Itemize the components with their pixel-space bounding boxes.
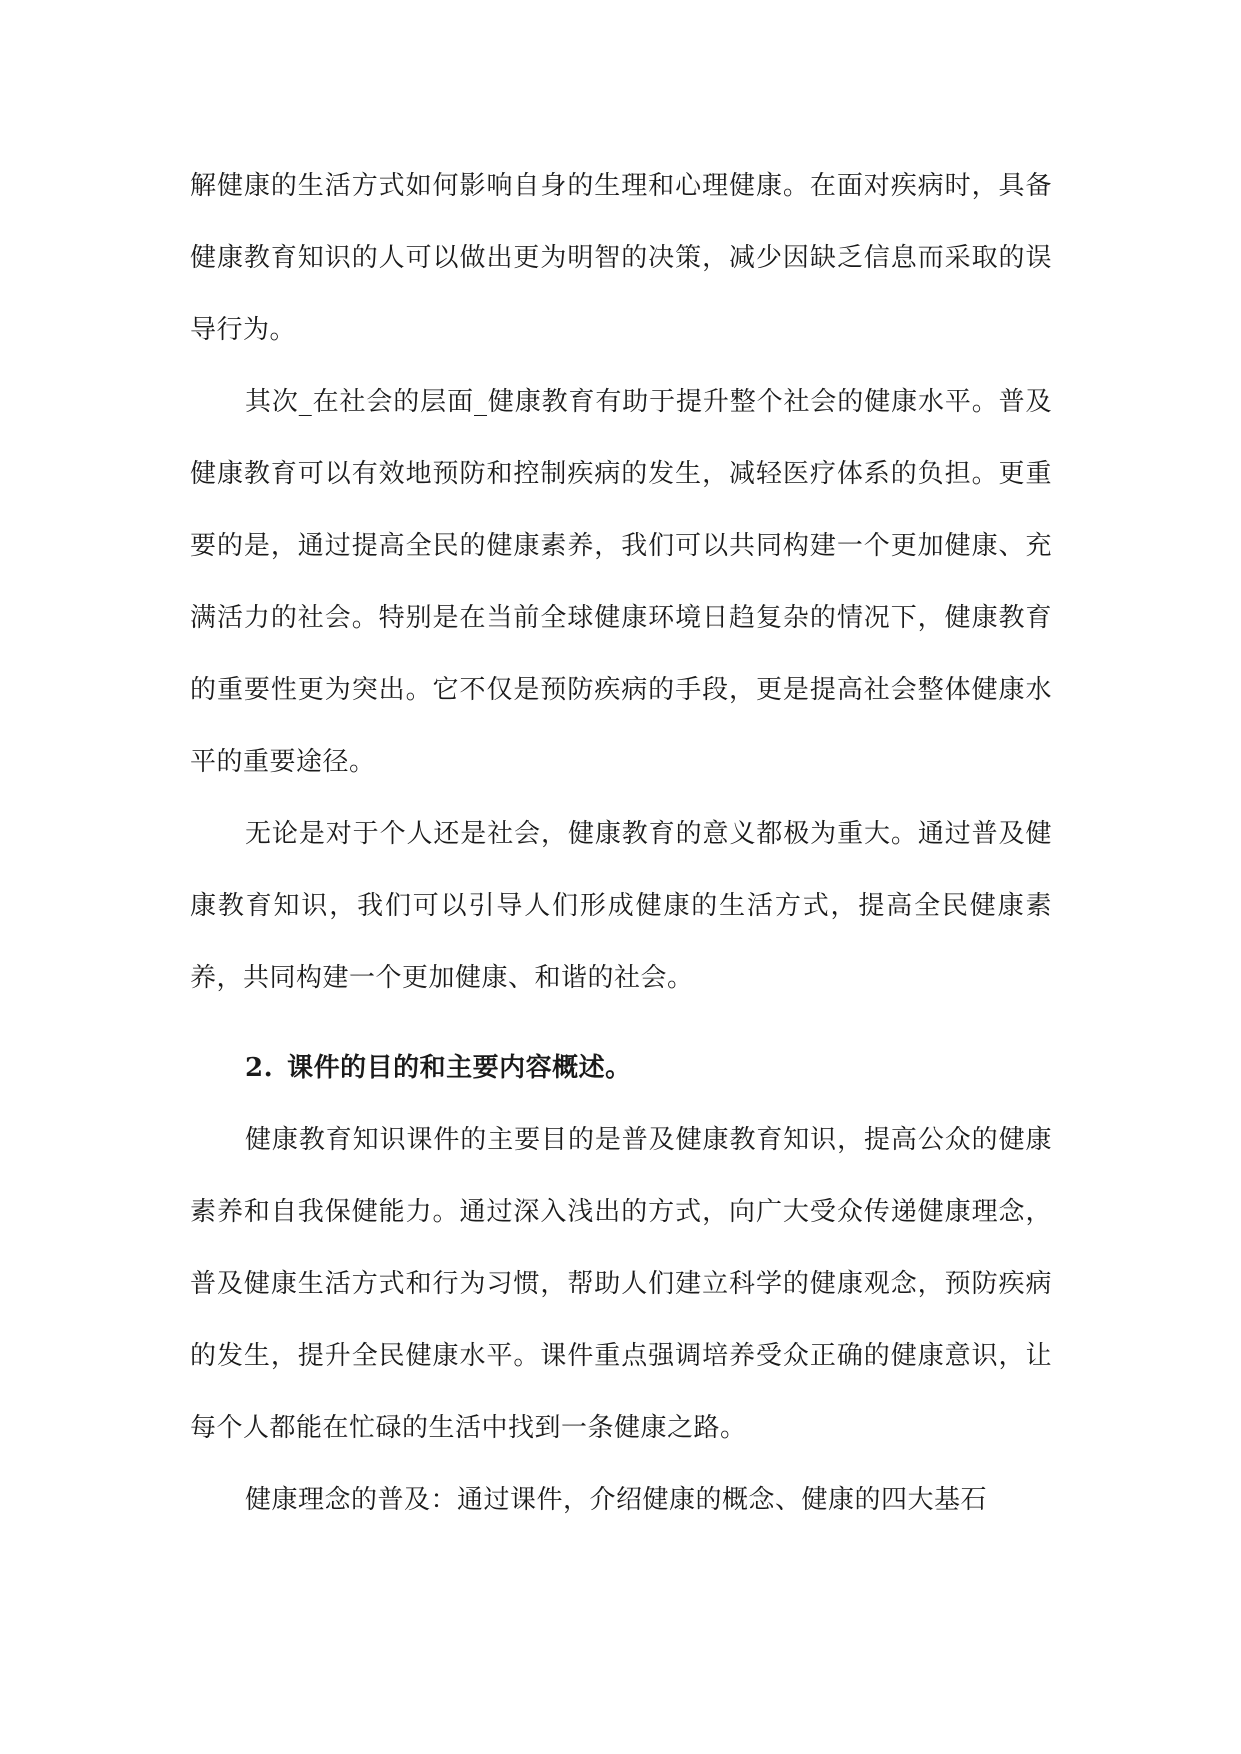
- document-body: [190, 150, 1052, 1536]
- section-heading: [190, 1032, 1052, 1104]
- paragraph-significance: 无论是对于个人还是社会，健康教育的意义都极为重大。通过普及健康教育知识，我们可以引导人们形成健康的生活方式，提高全民健康素养，共同构建一个更加健康、和谐的社会。: [190, 819, 1052, 993]
- section-title: 课件的目的和主要内容概述。: [287, 1053, 632, 1083]
- section-number: 2.: [245, 1053, 274, 1083]
- paragraph-continuation: 解健康的生活方式如何影响自身的生理和心理健康。在面对疾病时，具备健康教育知识的人可以做出更为明智的决策，减少因缺乏信息而采取的误导行为。: [190, 171, 1052, 345]
- paragraph-society-level: 其次_在社会的层面_健康教育有助于提升整个社会的健康水平。普及健康教育可以有效地预防和控制疾病的发生，减轻医疗体系的负担。更重要的是，通过提高全民的健康素养，我们可以共同构建一个更加健康、充满活力的社会。特别是在当前全球健康环境日趋复杂的情况下，健康教育的重要性更为突出。它不仅是预防疾病的手段，更是提高社会整体健康水平的重要途径。: [190, 387, 1052, 777]
- paragraph-purpose: 健康教育知识课件的主要目的是普及健康教育知识，提高公众的健康素养和自我保健能力。通过深入浅出的方式，向广大受众传递健康理念，普及健康生活方式和行为习惯，帮助人们建立科学的健康观念，预防疾病的发生，提升全民健康水平。课件重点强调培养受众正确的健康意识，让每个人都能在忙碌的生活中找到一条健康之路。: [190, 1125, 1052, 1443]
- paragraph-health-concept: 健康理念的普及：通过课件，介绍健康的概念、健康的四大基石: [245, 1485, 988, 1515]
